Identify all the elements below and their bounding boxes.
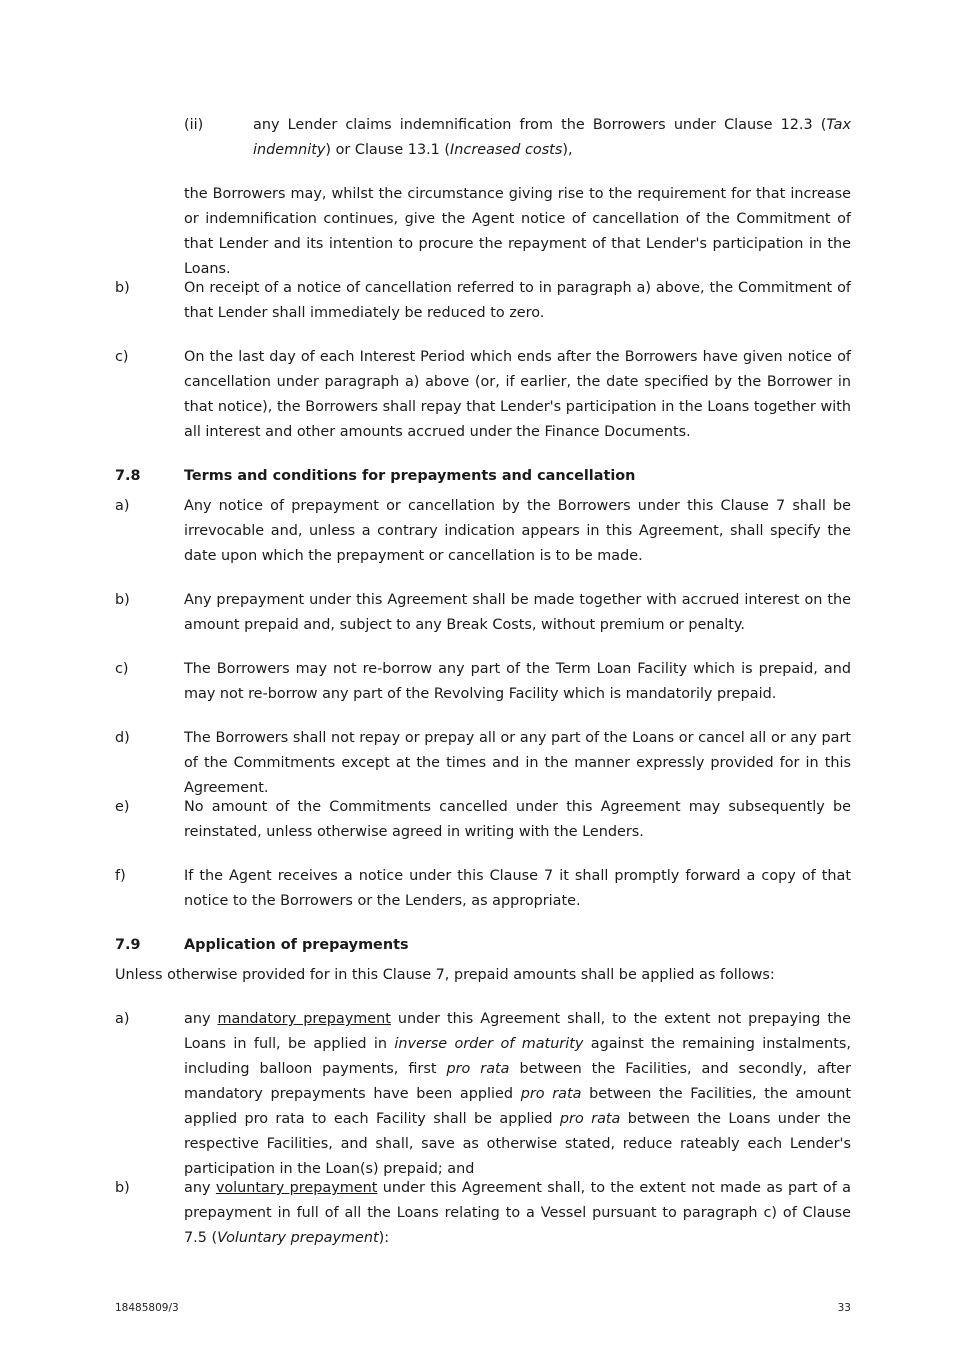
clause-title: Increased costs — [450, 142, 563, 158]
paragraph-label: a) — [115, 1011, 130, 1027]
clause-title: Tax indemnity — [253, 117, 851, 158]
paragraph-text: If the Agent receives a notice under this Clause 7 it shall promptly forward a copy of that notice to the Borrowers or the Lenders, as appropriate. — [184, 868, 851, 909]
defined-term: voluntary prepayment — [215, 1180, 378, 1196]
paragraph-text: The Borrowers may not re-borrow any part of the Term Loan Facility which is prepaid, and may not re-borrow any part of the Revolving Facility which is mandatorily prepaid. — [184, 661, 851, 702]
paragraph-text: The Borrowers shall not repay or prepay all or any part of the Loans or cancel all or any part of the Commitments except at the times and in the manner expressly provided for in this Agreement. — [184, 730, 851, 796]
page-number: 33 — [837, 1302, 851, 1314]
continuation-paragraph: the Borrowers may, whilst the circumstance giving rise to the requirement for that increase or indemnification continues, give the Agent notice of cancellation of the Commitment of that Lender and its intention to procure the repayment of that Lender's participation in the Loans. — [184, 186, 851, 277]
section-number: 7.8 — [115, 468, 141, 484]
paragraph-label: f) — [115, 868, 126, 884]
paragraph-label: c) — [115, 661, 129, 677]
paragraph-text: On the last day of each Interest Period which ends after the Borrowers have given notice of cancellation under paragraph a) above (or, if earlier, the date specified by the Borrower in that notice), the Borrowers shall repay that Lender's participation in the Loans together with all interest and other amounts accrued under the Finance Documents. — [184, 349, 851, 440]
paragraph-text: No amount of the Commitments cancelled under this Agreement may subsequently be reinstated, unless otherwise agreed in writing with the Lenders. — [184, 799, 851, 840]
sub-item-text: any Lender claims indemnification from the Borrowers under Clause 12.3 (Tax indemnity) or Clause 13.1 (Increased costs), — [253, 117, 851, 158]
paragraph-text: any mandatory prepayment under this Agreement shall, to the extent not prepaying the Loans in full, be applied in inverse order of maturity against the remaining instalments, including balloon payments, first pro rata between the Facilities, and secondly, after mandatory prepayments have been applied pro rata between the Facilities, the amount applied pro rata to each Facility shall be applied pro rata between the Loans under the respective Facilities, and shall, save as otherwise stated, reduce rateably each Lender's participation in the Loan(s) prepaid; and — [184, 1011, 852, 1177]
paragraph-text: Any notice of prepayment or cancellation by the Borrowers under this Clause 7 shall be irrevocable and, unless a contrary indication appears in this Agreement, shall specify the date upon which the prepayment or cancellation is to be made. — [184, 498, 851, 564]
paragraph-label: a) — [115, 498, 130, 514]
paragraph-label: b) — [115, 592, 130, 608]
paragraph-label: c) — [115, 349, 129, 365]
paragraph-label: b) — [115, 280, 130, 296]
paragraph-text: On receipt of a notice of cancellation referred to in paragraph a) above, the Commitment of that Lender shall immediately be reduced to zero. — [184, 280, 851, 321]
section-heading: Application of prepayments — [184, 937, 409, 953]
document-reference: 18485809/3 — [115, 1302, 179, 1314]
defined-term: mandatory prepayment — [217, 1011, 391, 1027]
paragraph-label: d) — [115, 730, 130, 746]
paragraph-label: b) — [115, 1180, 130, 1196]
sub-item-label: (ii) — [184, 117, 204, 133]
section-number: 7.9 — [115, 937, 141, 953]
section-intro: Unless otherwise provided for in this Clause 7, prepaid amounts shall be applied as follows: — [115, 967, 775, 983]
paragraph-text: Any prepayment under this Agreement shall be made together with accrued interest on the amount prepaid and, subject to any Break Costs, without premium or penalty. — [184, 592, 851, 633]
section-heading: Terms and conditions for prepayments and cancellation — [184, 468, 636, 484]
paragraph-label: e) — [115, 799, 130, 815]
paragraph-text: any voluntary prepayment under this Agreement shall, to the extent not made as part of a prepayment in full of all the Loans relating to a Vessel pursuant to paragraph c) of Clause 7.5 (Voluntary prepayment): — [184, 1180, 851, 1246]
